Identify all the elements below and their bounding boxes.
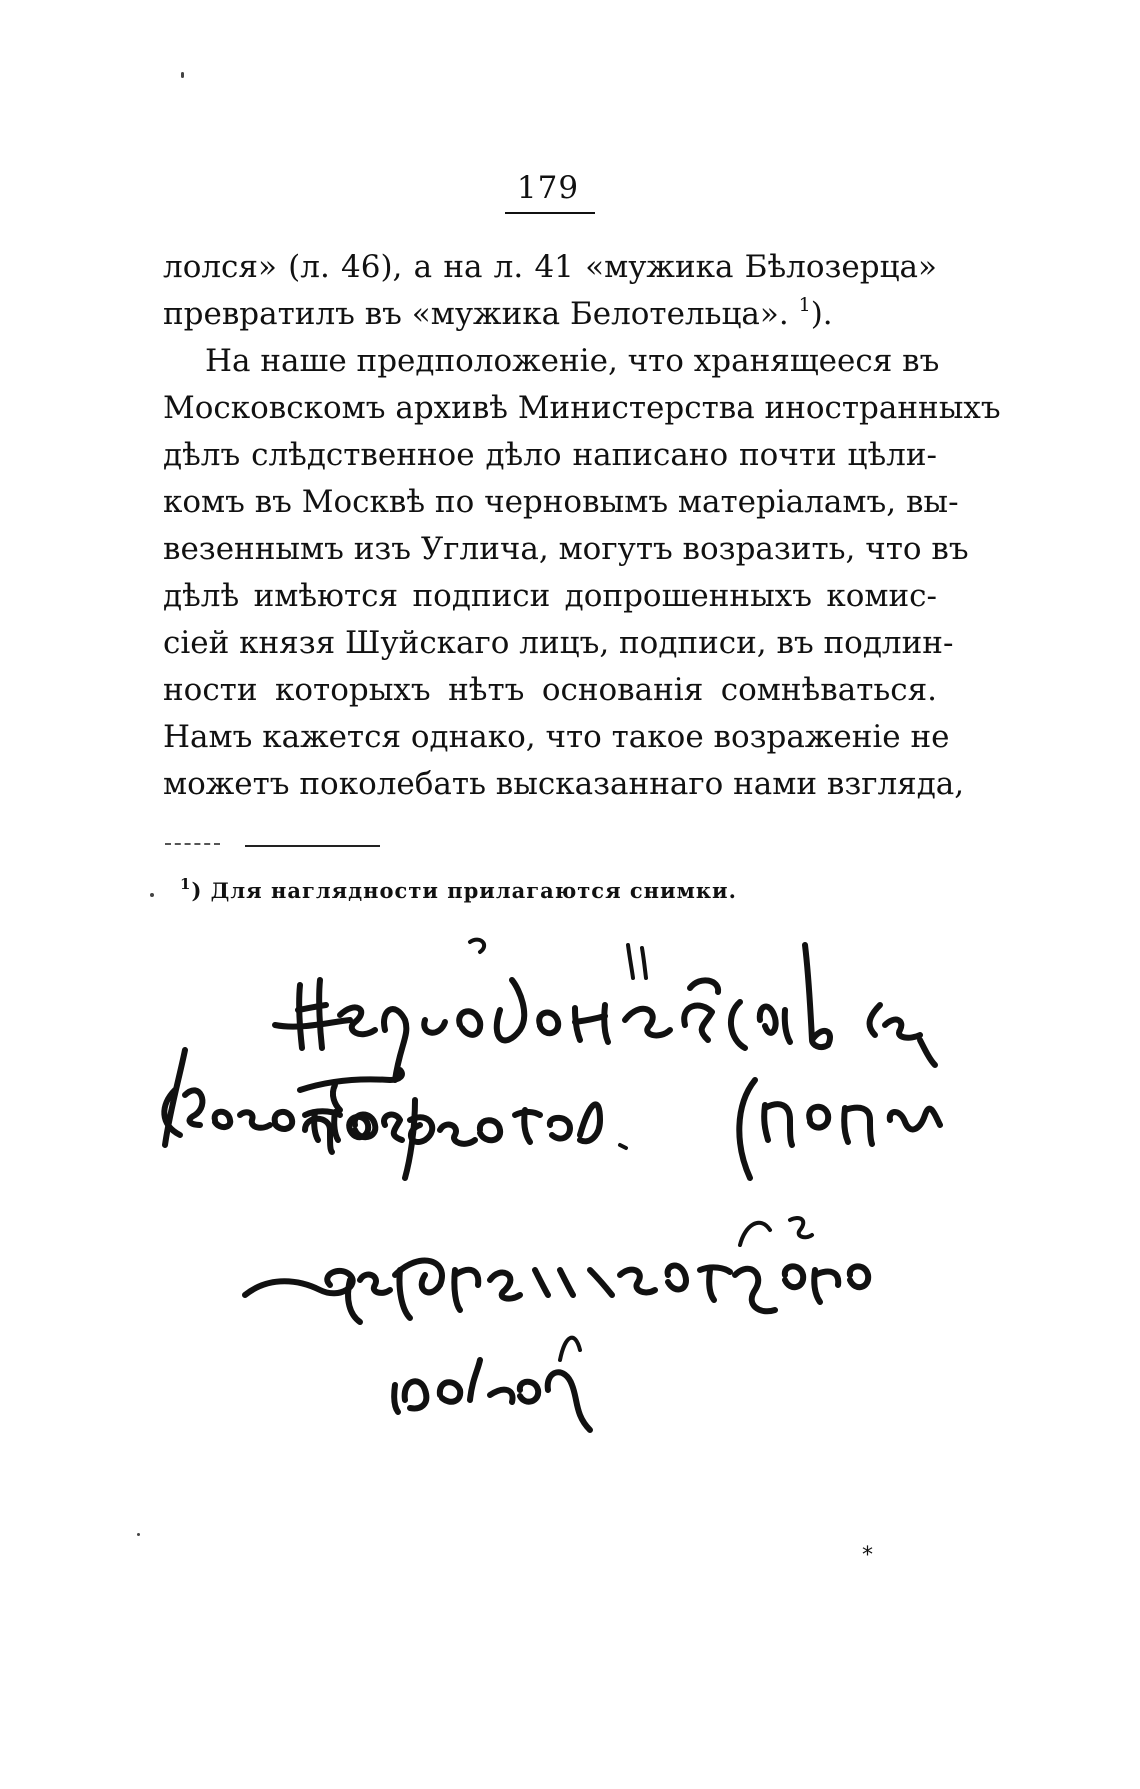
text-line: дѣлѣ имѣются подписи допрошенныхъ комис- <box>163 578 937 614</box>
footnote-separator-dash <box>165 843 220 845</box>
footnote-text: ) Для наглядности прилагаются снимки. <box>191 878 737 903</box>
handwriting-facsimile-image <box>0 930 1140 1550</box>
handwriting-facsimile <box>0 930 1140 1550</box>
footnote-marker: 1 <box>180 875 192 893</box>
body-text <box>163 244 1001 808</box>
text-line: везеннымъ изъ Углича, могутъ возразить, что въ <box>163 531 969 567</box>
printer-mark: * <box>862 1543 873 1568</box>
footnote <box>180 875 880 903</box>
text-line-tail: ). <box>810 296 833 332</box>
text-line <box>163 291 937 338</box>
page-number: 179 <box>516 170 580 206</box>
text-line: дѣлъ слѣдственное дѣло написано почти цѣли- <box>163 437 937 473</box>
print-speck <box>181 72 184 78</box>
text-line: ности которыхъ нѣтъ основанія сомнѣваться. <box>163 672 937 708</box>
print-speck <box>150 893 154 897</box>
text-line: комъ въ Москвѣ по черновымъ матеріаламъ, вы- <box>163 484 959 520</box>
text-line: можетъ поколебать высказаннаго нами взгляда, <box>163 766 965 802</box>
text-line-body: превратилъ въ «мужика Белотельца». <box>163 296 799 332</box>
text-line: Намъ кажется однако, что такое возраженіе не <box>163 719 950 755</box>
footnote-reference: 1 <box>798 294 811 316</box>
text-line: лолся» (л. 46), а на л. 41 «мужика Бѣлозерца» <box>163 249 937 285</box>
text-line: сіей князя Шуйскаго лицъ, подписи, въ подлин- <box>163 625 954 661</box>
text-line: На наше предположеніе, что хранящееся въ <box>205 343 940 379</box>
page-number-rule <box>505 212 595 214</box>
text-line: Московскомъ архивѣ Министерства иностранныхъ <box>163 390 1001 426</box>
footnote-separator-rule <box>245 845 380 847</box>
